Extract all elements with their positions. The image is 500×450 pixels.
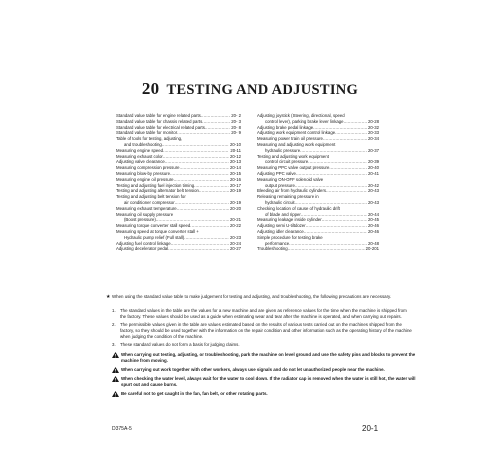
toc-entry-page: 20-41	[368, 170, 379, 176]
note-number: 3.	[112, 342, 116, 347]
toc-entry-title: output pressure	[265, 182, 295, 188]
toc-entry-page: 20-40	[368, 165, 379, 171]
toc-entry-page: 20-39	[368, 159, 379, 165]
toc-entry-page: 20-43	[368, 188, 379, 194]
page-number: 20-1	[362, 424, 379, 433]
toc-leader-dots	[177, 206, 229, 212]
chapter-title: TESTING AND ADJUSTING	[166, 82, 359, 98]
toc-entry-title: of blade and ripper	[265, 211, 301, 217]
toc-leader-dots	[168, 246, 229, 252]
toc-entry-title: Adjusting valve clearance	[116, 159, 165, 165]
toc-entry-title: performance	[265, 240, 290, 246]
toc-entry-title: hydraulic pressure	[265, 147, 301, 153]
toc-entry-title: hydraulic circuit	[265, 199, 295, 205]
toc-entry-title: control lever), parking brake lever linkage	[265, 118, 344, 124]
warning-triangle-icon	[112, 367, 119, 373]
toc-entry-page: 20-32	[368, 124, 379, 130]
warning-triangle-icon	[112, 391, 119, 397]
note-text: The permissible values given in the table are values estimated based on the results of various tests carried out on the machines shipped from the factory, so they should be used together with the information on the repair condition and other information such as the operating history of the machine when judging the condition of the machine.	[120, 322, 412, 339]
toc-entry	[116, 246, 241, 252]
toc-entry-page: 20-11	[230, 147, 241, 153]
toc-entry-title: Adjusting PPC valve	[257, 170, 296, 176]
toc-entry-title: Releasing remaining pressure in	[257, 194, 319, 200]
toc-entry-page: 20-17	[230, 182, 241, 188]
toc-entry-title: Adjusting brake pedal linkage	[257, 124, 314, 130]
toc-entry-page: 20-21	[230, 217, 241, 223]
toc-entry-page: 20- 9	[231, 130, 241, 136]
toc-entry-title: Measuring oil supply pressure	[116, 211, 174, 217]
toc-entry	[257, 246, 379, 252]
toc-entry-page: 20-46	[368, 228, 379, 234]
toc-entry-page: 20- 2	[231, 113, 241, 118]
toc-entry-page: 20-37	[368, 147, 379, 153]
toc-entry-page: 20-34	[368, 136, 379, 142]
safety-warnings	[112, 352, 417, 400]
note-text: The standard values in the table are the values for a new machine and are given as reference values for the time when the machine is shipped from the factory. These values should be used as a guide when estimating wear and tear after the machine is operated, and when carrying out repairs.	[120, 308, 407, 319]
safety-warning	[112, 367, 417, 373]
toc-entry-page: 20- 8	[231, 124, 241, 130]
toc-entry-page: 20-33	[368, 130, 379, 136]
star-icon: ★	[106, 294, 111, 300]
toc-entry-title: Measuring leakage inside cylinder	[257, 217, 322, 223]
toc-entry-page: 20-13	[230, 159, 241, 165]
toc-entry-page: 20-48	[368, 240, 379, 246]
toc-entry-title: Measuring compression pressure	[116, 165, 180, 171]
warning-triangle-icon	[112, 376, 119, 382]
toc-entry-title: Testing and adjusting belt tension for	[116, 194, 186, 200]
toc-entry-page: 20-22	[230, 223, 241, 229]
toc-entry-title: Adjusting work equipment control linkage	[257, 130, 336, 136]
toc-left-column	[116, 113, 241, 252]
toc-entry-title: Standard value table for monitor	[116, 130, 178, 136]
toc-entry-page: 20-10	[230, 141, 241, 147]
toc-entry-page: 20-14	[230, 165, 241, 171]
note-number: 2.	[112, 322, 116, 327]
toc-entry-title: Measuring exhaust temperature	[116, 205, 177, 211]
toc-entry-page: 20-201	[365, 246, 379, 252]
toc-entry-title: Measuring engine speed	[116, 147, 164, 153]
toc-entry-page: 20-15	[230, 170, 241, 176]
toc-entry-title: Measuring exhaust color	[116, 153, 163, 159]
warning-text: When carrying out work together with other workers, always use signals and do not let unauthorized people near the machine.	[121, 367, 385, 372]
toc-entry-page: 20-44	[368, 211, 379, 217]
note-number: 1.	[112, 308, 116, 313]
toc-entry-page: 20-42	[368, 182, 379, 188]
toc-entry-title: Measuring engine oil pressure	[116, 176, 174, 182]
precaution-note	[106, 294, 412, 300]
toc-leader-dots	[326, 188, 367, 194]
toc-entry-title: Adjusting joystick (Steering, directional, speed	[257, 113, 345, 118]
toc-entry-title: Bleeding air from hydraulic cylinders	[257, 188, 327, 194]
toc-entry-title: Simple procedure for testing brake	[257, 234, 323, 240]
warning-text: When carrying out testing, adjusting, or troubleshooting, park the machine on level ground and use the safety pins and blocks to prevent the machine from moving.	[121, 352, 416, 363]
precaution-text: When using the standard value table to make judgement for testing and adjusting, and troubleshooting, the following precautions are necessary.	[112, 294, 392, 299]
toc-entry-title: Adjusting semi U-tiltdozer	[257, 223, 306, 229]
toc-entry-page: 20-19	[230, 188, 241, 194]
toc-entry-page: 20-28	[368, 118, 379, 124]
numbered-note	[112, 308, 412, 320]
toc-entry-title: Hydraulic pump relief (Full stall)	[124, 234, 185, 240]
toc-entry-page: 20-24	[230, 240, 241, 246]
toc-entry-title: Testing and adjusting alternator belt tension	[116, 188, 199, 194]
safety-warning	[112, 352, 417, 364]
toc-entry-title: Measuring PPC valve output pressure	[257, 165, 330, 171]
toc-right-column	[257, 113, 379, 252]
toc-entry-page: 20-45	[368, 217, 379, 223]
toc-entry-title: Adjusting idler clearance	[257, 228, 304, 234]
toc-entry-title: Measuring torque converter stall speed	[116, 223, 191, 229]
toc-entry-title: and troubleshooting	[124, 141, 162, 147]
safety-warning	[112, 376, 417, 388]
toc-entry-title: Standard value table for electrical related parts	[116, 124, 205, 130]
numbered-note	[112, 322, 412, 340]
toc-entry-page: 20-46	[368, 223, 379, 229]
toc-entry-title: Measuring speed at torque converter stall +	[116, 228, 199, 234]
toc-entry-title: Measuring ON-OFF solenoid valve	[257, 176, 324, 182]
numbered-notes	[112, 308, 412, 350]
warning-triangle-icon	[112, 352, 119, 358]
toc-entry-title: (Boost pressure)	[124, 217, 156, 223]
toc-entry-title: Table of tools for testing, adjusting,	[116, 136, 183, 142]
toc-entry-page: 20-20	[230, 205, 241, 211]
toc-entry-page: 20-12	[230, 153, 241, 159]
toc-entry-page: 20-43	[368, 199, 379, 205]
toc-entry-title: Testing and adjusting fuel injection timing	[116, 182, 195, 188]
toc-leader-dots	[199, 188, 229, 194]
toc-entry-title: Measuring and adjusting work equipment	[257, 141, 336, 147]
toc-leader-dots	[288, 246, 365, 252]
toc-entry-title: control circuit pressure	[265, 159, 309, 165]
toc-entry-title: air conditioner compressor	[124, 199, 175, 205]
toc-entry-title: Adjusting decelerator pedal	[116, 246, 169, 252]
toc-entry-title: Measuring power train oil pressure	[257, 136, 323, 142]
toc-entry-title: Checking location of cause of hydraulic drift	[257, 205, 340, 211]
chapter-heading	[0, 79, 500, 99]
toc-entry-page: 20-16	[230, 176, 241, 182]
toc-entry-title: Standard value table for chassis related parts	[116, 118, 203, 124]
numbered-note	[112, 342, 412, 348]
warning-text: When checking the water level, always wait for the water to cool down. If the radiator cap is removed when the water is still hot, the water will spurt out and cause burns.	[121, 376, 416, 387]
toc-entry-title: Standard value table for engine related parts	[116, 113, 201, 118]
toc-entry-page: 20-27	[230, 246, 241, 252]
safety-warning	[112, 391, 417, 397]
toc-leader-dots	[177, 130, 230, 136]
toc-entry-page: 20-19	[230, 199, 241, 205]
toc-entry-title: Testing and adjusting work equipment	[257, 153, 329, 159]
toc-entry-title: Troubleshooting	[257, 246, 288, 252]
chapter-number: 20	[141, 79, 160, 98]
toc-entry-title: Measuring blow-by pressure	[116, 170, 170, 176]
toc-entry-page: 20- 3	[231, 118, 241, 124]
model-code: D375A-5	[112, 426, 132, 432]
toc-entry-page: 20-23	[230, 234, 241, 240]
note-text: These standard values do not form a basis for judging claims.	[120, 342, 240, 347]
toc-entry-title: Adjusting fuel control linkage	[116, 240, 171, 246]
warning-text: Be careful not to get caught in the fan, fan belt, or other rotating parts.	[121, 391, 268, 396]
